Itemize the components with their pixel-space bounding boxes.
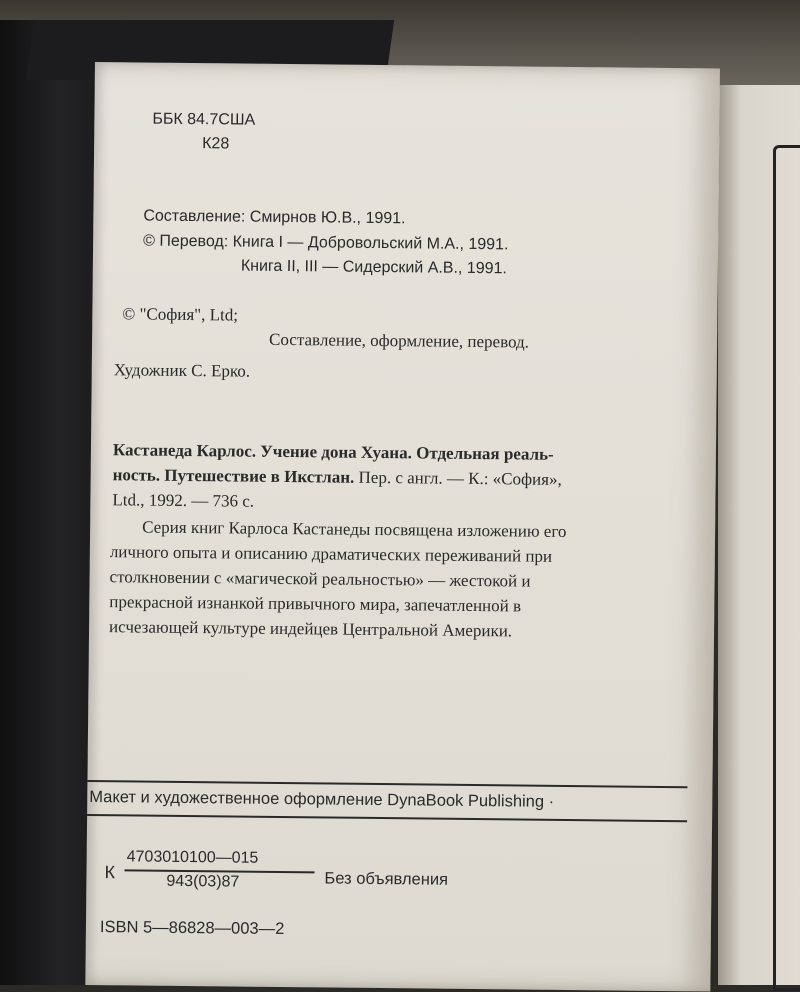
copyright-publisher: © "София", Ltd; xyxy=(122,304,239,325)
catalog-k-letter: К xyxy=(104,862,116,883)
translation-line-2: Книга II, III — Сидерский А.В., 1991. xyxy=(240,257,507,278)
copyright-scope: Составление, оформление, перевод. xyxy=(269,329,530,352)
layout-credit: Макет и художественное оформление DynaBook Publishing · xyxy=(89,787,555,811)
catalog-numerator: 4703010100—015 xyxy=(126,848,259,867)
annotation-heading: Кастанеда Карлос. Учение дона Хуана. Отдельная реаль- xyxy=(112,440,554,464)
annotation-body-line: прекрасной изнанкой привычного мира, запечатленной в xyxy=(109,592,522,616)
artist-credit: Художник С. Ерко. xyxy=(113,360,251,381)
annotation-line-2 xyxy=(113,465,562,490)
facing-page-frame xyxy=(773,145,800,991)
bbk-code: ББК 84.7США xyxy=(152,110,256,129)
annotation-pub-info: Пер. с англ. — К.: «София», xyxy=(354,467,562,489)
divider-top xyxy=(87,780,687,788)
isbn: ISBN 5—86828—003—2 xyxy=(99,918,285,939)
catalog-denominator: 943(03)87 xyxy=(166,872,240,891)
no-announcement: Без объявления xyxy=(324,869,449,889)
author-code: К28 xyxy=(202,135,230,153)
annotation-line-3: Ltd., 1992. — 736 с. xyxy=(112,490,255,511)
annotation-body-line: столкновении с «магической реальностью» — жестокой и xyxy=(109,567,531,591)
annotation-body-line: личного опыта и описанию драматических переживаний при xyxy=(109,542,553,566)
annotation-body-line: Серия книг Карлоса Кастанеды посвящена изложению его xyxy=(142,517,567,541)
divider-bottom xyxy=(87,814,687,822)
annotation-body-line: исчезающей культуре индейцев Центральной Америки. xyxy=(108,617,513,641)
title-verso-page xyxy=(85,62,720,991)
compiler-line: Составление: Смирнов Ю.В., 1991. xyxy=(143,207,406,228)
fraction-line xyxy=(125,869,315,872)
translation-line-1: © Перевод: Книга I — Добровольский М.А., 1991. xyxy=(143,232,509,254)
annotation-title-end: ность. Путешествие в Икстлан. xyxy=(112,465,355,487)
